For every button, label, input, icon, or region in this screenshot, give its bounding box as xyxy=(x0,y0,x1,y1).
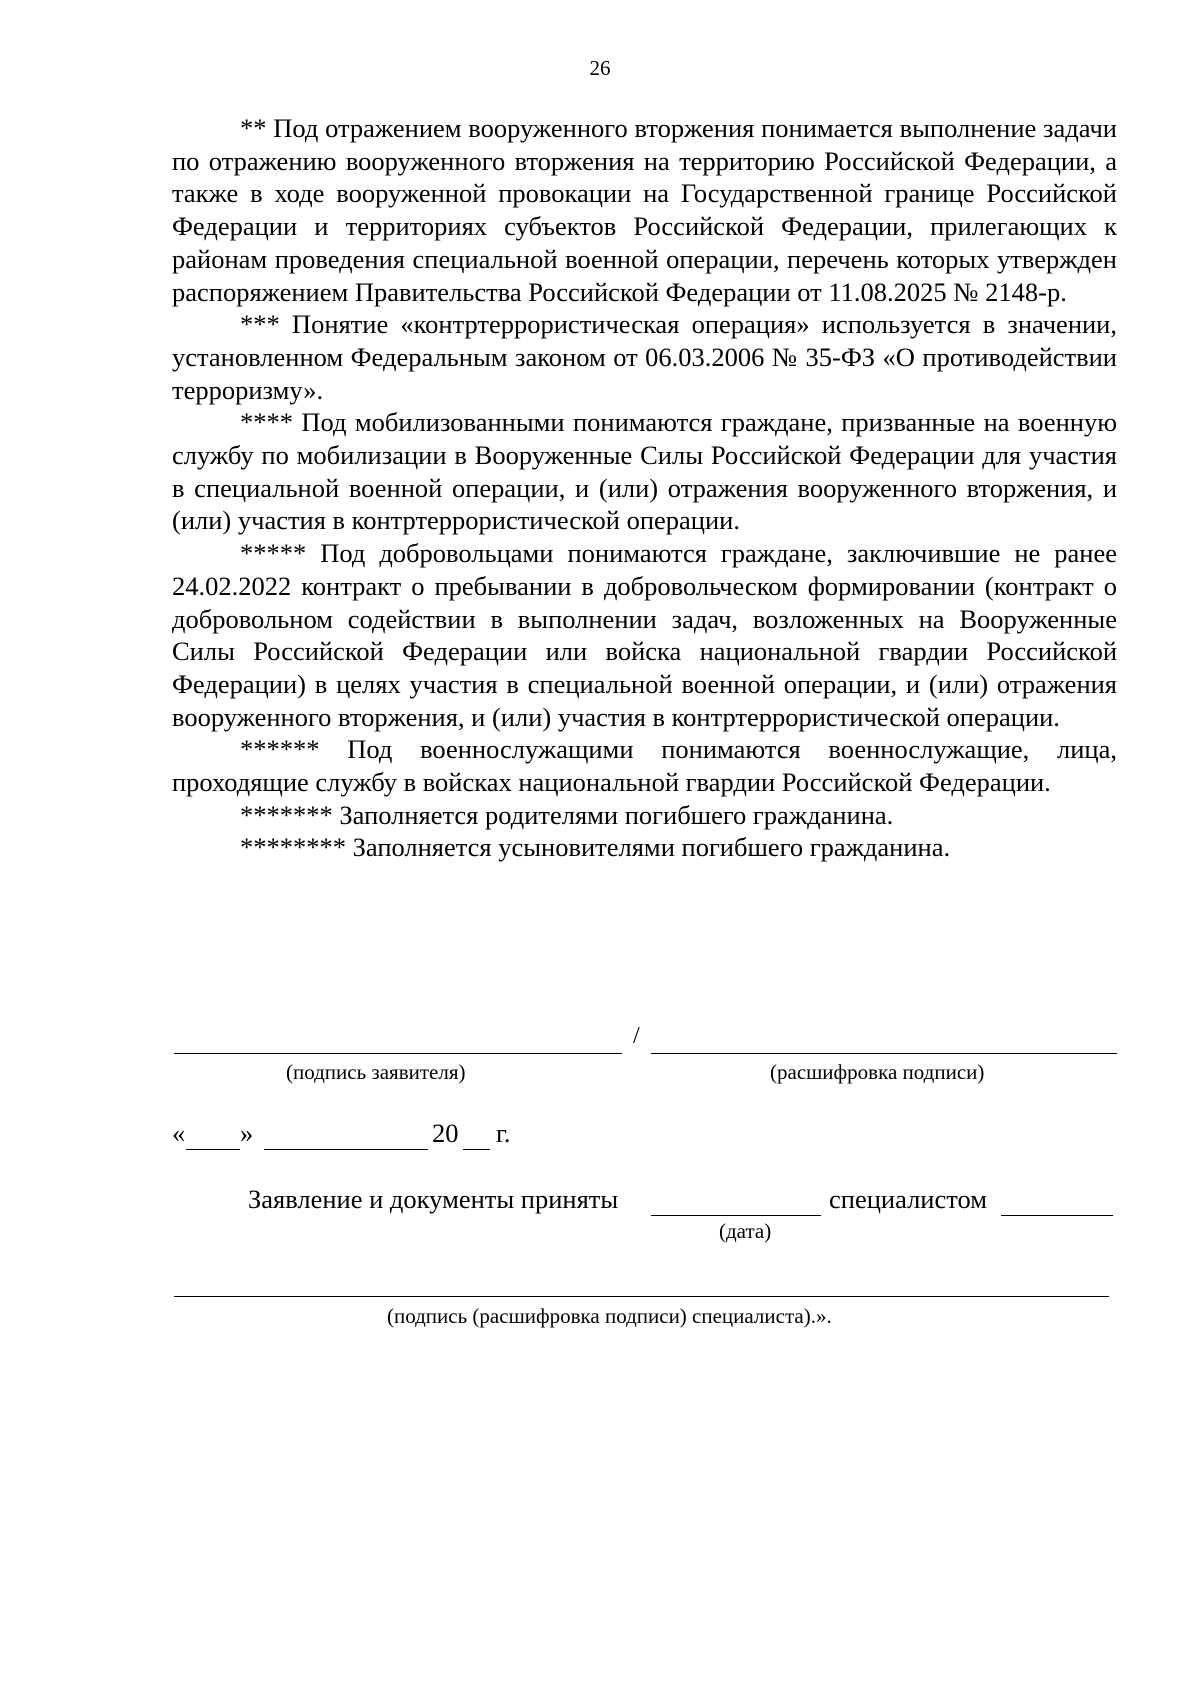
acceptance-specialist-label: специалистом xyxy=(829,1184,987,1214)
signature-separator: / xyxy=(633,1023,640,1049)
date-year-field[interactable] xyxy=(463,1149,490,1150)
footnote-parents: ******* Заполняется родителями погибшего гражданина. xyxy=(240,799,894,830)
footnote-servicemen: ****** Под военнослужащими понимаются военнослужащие, лица, проходящие службу в войсках национальной гвардии Российской Федерации. xyxy=(172,734,1117,798)
footnote-adoptive-parents: ******** Заполняется усыновителями погибшего гражданина. xyxy=(240,832,951,863)
acceptance-text: Заявление и документы приняты xyxy=(248,1184,619,1214)
acceptance-date-caption: (дата) xyxy=(719,1219,772,1243)
date-close-quote: » xyxy=(240,1118,254,1148)
date-month-field[interactable] xyxy=(264,1149,428,1150)
applicant-signature-caption: (подпись заявителя) xyxy=(286,1060,466,1084)
date-open-quote: « xyxy=(172,1118,186,1148)
acceptance-specialist-field[interactable] xyxy=(1001,1215,1113,1216)
footnote-mobilized: **** Под мобилизованными понимаются граждане, призванные на военную службу по мобилизации в Вооруженные Силы Российской Федерации для участия в специальной военной операции, и (или) отражения вооруженного вторжения, и (или) участия в контртеррористической операции. xyxy=(172,407,1117,536)
specialist-signature-line[interactable] xyxy=(174,1296,1109,1297)
signature-transcript-caption: (расшифровка подписи) xyxy=(770,1060,985,1084)
page-number: 26 xyxy=(589,56,611,80)
date-year-suffix: г. xyxy=(496,1118,511,1148)
applicant-signature-line[interactable] xyxy=(174,1053,622,1054)
footnote-volunteers: ***** Под добровольцами понимаются граждане, заключившие не ранее 24.02.2022 контракт о пребывании в добровольческом формировании (контракт о добровольном содействии в выполнении задач, возложенных на Вооруженные Силы Российской Федерации или войска национальной гвардии Российской Федерации) в целях участия в специальной военной операции, и (или) отражения вооруженного вторжения, и (или) участия в контртеррористической операции. xyxy=(172,538,1117,732)
acceptance-date-field[interactable] xyxy=(651,1215,821,1216)
specialist-signature-caption: (подпись (расшифровка подписи) специалиста).». xyxy=(387,1304,832,1328)
footnote-counter-terrorist-operation: *** Понятие «контртеррористическая операция» используется в значении, установленном Федеральным законом от 06.03.2006 № 35-ФЗ «О противодействии терроризму». xyxy=(172,309,1117,405)
date-day-field[interactable] xyxy=(186,1149,240,1150)
date-year-prefix: 20 xyxy=(432,1118,459,1148)
footnote-armed-invasion: ** Под отражением вооруженного вторжения понимается выполнение задачи по отражению вооруженного вторжения на территорию Российской Федерации, а также в ходе вооруженной провокации на Государственной границе Российской Федерации и территориях субъектов Российской Федерации, прилегающих к районам проведения специальной военной операции, перечень которых утвержден распоряжением Правительства Российской Федерации от 11.08.2025 № 2148-р. xyxy=(172,113,1117,307)
signature-transcript-line[interactable] xyxy=(651,1053,1117,1054)
